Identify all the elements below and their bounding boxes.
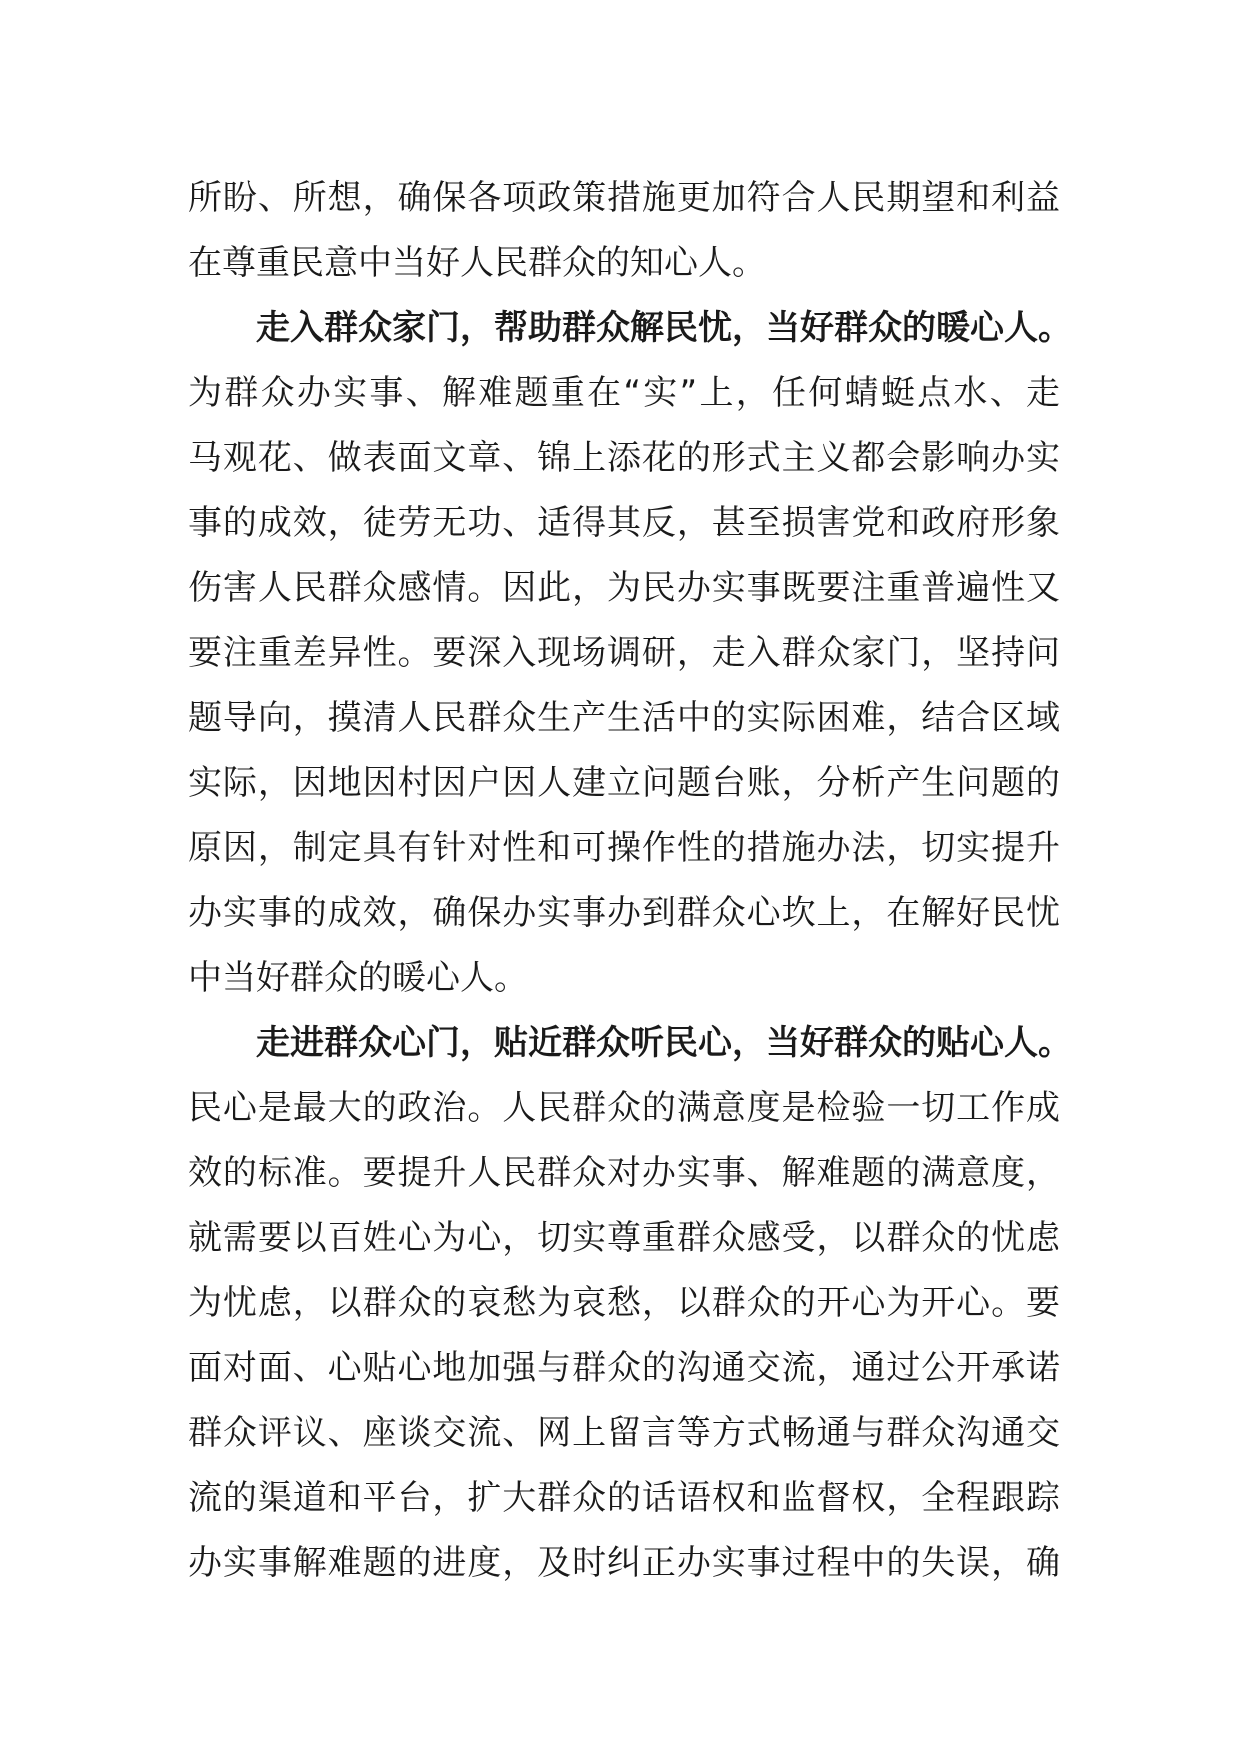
- text-line: 办实事的成效，确保办实事办到群众心坎上，在解好民忧: [188, 893, 1060, 933]
- text-line: 流的渠道和平台，扩大群众的话语权和监督权，全程跟踪: [188, 1478, 1060, 1518]
- text-line: 民心是最大的政治。人民群众的满意度是检验一切工作成: [188, 1088, 1060, 1128]
- text-line: 要注重差异性。要深入现场调研，走入群众家门，坚持问: [188, 633, 1060, 673]
- text-line: 效的标准。要提升人民群众对办实事、解难题的满意度，: [188, 1153, 1060, 1193]
- text-line: 在尊重民意中当好人民群众的知心人。: [188, 243, 766, 283]
- text-line: 为群众办实事、解难题重在“实”上，任何蜻蜓点水、走: [188, 373, 1060, 413]
- text-line: 面对面、心贴心地加强与群众的沟通交流，通过公开承诺: [188, 1348, 1060, 1388]
- text-line: 事的成效，徒劳无功、适得其反，甚至损害党和政府形象: [188, 503, 1060, 543]
- text-line: 马观花、做表面文章、锦上添花的形式主义都会影响办实: [188, 438, 1060, 478]
- text-line: 为忧虑，以群众的哀愁为哀愁，以群众的开心为开心。要: [188, 1283, 1060, 1323]
- text-line: 实际，因地因村因户因人建立问题台账，分析产生问题的: [188, 763, 1060, 803]
- body-text: [188, 166, 1072, 1596]
- section-heading: 走入群众家门，帮助群众解民忧，当好群众的暖心人。: [256, 308, 1072, 348]
- text-line: 伤害人民群众感情。因此，为民办实事既要注重普遍性又: [188, 568, 1060, 608]
- text-line: 就需要以百姓心为心，切实尊重群众感受，以群众的忧虑: [188, 1218, 1060, 1258]
- text-line: 题导向，摸清人民群众生产生活中的实际困难，结合区域: [188, 698, 1060, 738]
- text-line: 群众评议、座谈交流、网上留言等方式畅通与群众沟通交: [188, 1413, 1060, 1453]
- text-line: 办实事解难题的进度，及时纠正办实事过程中的失误，确: [188, 1543, 1060, 1583]
- text-line: 原因，制定具有针对性和可操作性的措施办法，切实提升: [188, 828, 1060, 868]
- text-line: 中当好群众的暖心人。: [188, 958, 528, 998]
- text-line: 所盼、所想，确保各项政策措施更加符合人民期望和利益: [188, 178, 1060, 218]
- section-heading: 走进群众心门，贴近群众听民心，当好群众的贴心人。: [256, 1023, 1072, 1063]
